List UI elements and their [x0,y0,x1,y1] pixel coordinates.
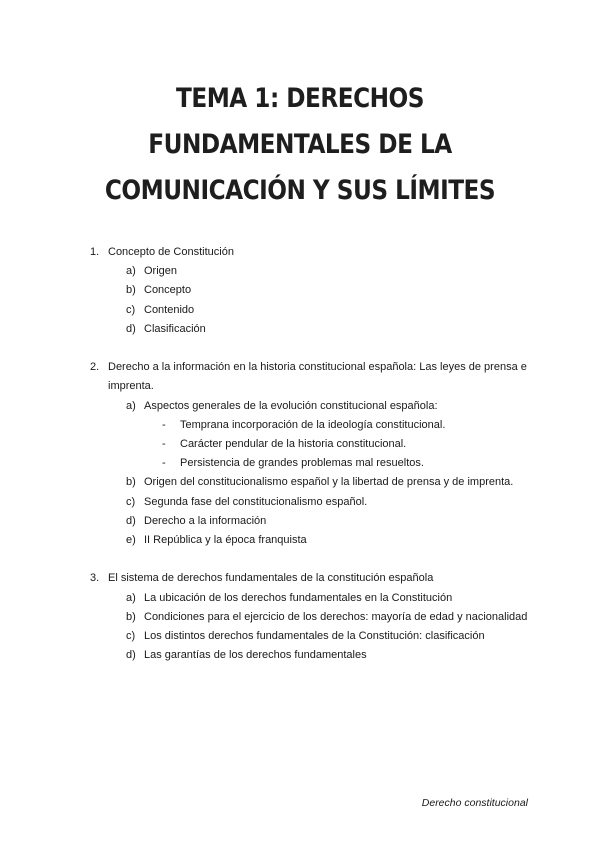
sub-item-text: Persistencia de grandes problemas mal resueltos. [180,457,424,470]
sub-item-text: Carácter pendular de la historia constitucional. [180,438,407,451]
item-text: Segunda fase del constitucionalismo español. [144,495,368,508]
section-2 [90,358,530,550]
section-heading: Concepto de Constitución [108,246,234,258]
section-number: 3. [90,572,100,585]
item-letter: e) [126,534,136,547]
list-item [126,320,530,339]
item-letter: b) [126,610,136,623]
title-line: COMUNICACIÓN Y SUS LÍMITES [104,175,496,206]
item-letter: c) [126,630,136,643]
document-title [76,76,523,214]
item-text: Los distintos derechos fundamentales de la Constitución: clasificación [144,630,485,643]
sub-list-item [162,435,530,454]
list-item [126,589,530,608]
title-line: FUNDAMENTALES DE LA [148,129,452,160]
title-line: TEMA 1: DERECHOS [176,83,424,114]
subsection-list [108,262,530,339]
item-text: Derecho a la información [144,514,267,527]
list-item [126,473,530,492]
section-3 [90,569,530,665]
page-footer: Derecho constitucional [421,797,528,809]
item-letter: d) [126,649,136,662]
item-letter: d) [126,514,136,527]
subsection-list [108,397,530,551]
item-text: Contenido [144,303,195,316]
item-text: La ubicación de los derechos fundamentales en la Constitución [144,591,453,604]
item-letter: b) [126,476,136,489]
list-item [126,646,530,665]
item-text: Clasificación [144,322,206,335]
item-text: Las garantías de los derechos fundamentales [144,649,367,662]
list-item [126,608,530,627]
list-item [126,281,530,300]
item-letter: c) [126,303,136,316]
item-text: Origen del constitucionalismo español y la libertad de prensa y de imprenta. [144,476,514,489]
item-letter: b) [126,284,136,297]
item-letter: a) [126,265,136,278]
item-letter: a) [126,399,136,412]
item-text: Concepto [144,284,192,297]
section-1 [90,243,530,339]
sub-list-item [162,416,530,435]
sub-item-text: Temprana incorporación de la ideología constitucional. [180,418,446,431]
item-letter: a) [126,591,136,604]
list-item [126,493,530,512]
list-item [126,301,530,320]
section-number: 1. [90,246,100,258]
list-item [126,531,530,550]
item-text: Origen [144,265,178,278]
item-text: Aspectos generales de la evolución constitucional española: [144,399,438,412]
list-item [126,262,530,281]
list-item [126,512,530,531]
section-heading: El sistema de derechos fundamentales de la constitución española [108,572,434,585]
section-heading: Derecho a la información en la historia constitucional española: Las leyes de prensa e imprenta. [108,361,527,393]
dash-bullet: - [162,438,166,451]
item-letter: c) [126,495,136,508]
item-text: II República y la época franquista [144,534,307,547]
dash-bullet: - [162,457,166,470]
subsection-list [108,589,530,666]
item-letter: d) [126,322,136,335]
section-number: 2. [90,361,100,374]
sub-list-item [162,454,530,473]
item-text: Condiciones para el ejercicio de los derechos: mayoría de edad y nacionalidad [144,610,528,623]
sub-item-list [144,416,530,474]
dash-bullet: - [162,418,166,431]
list-item [126,627,530,646]
section-list [90,243,530,665]
table-of-contents [90,243,530,685]
list-item [126,397,530,474]
